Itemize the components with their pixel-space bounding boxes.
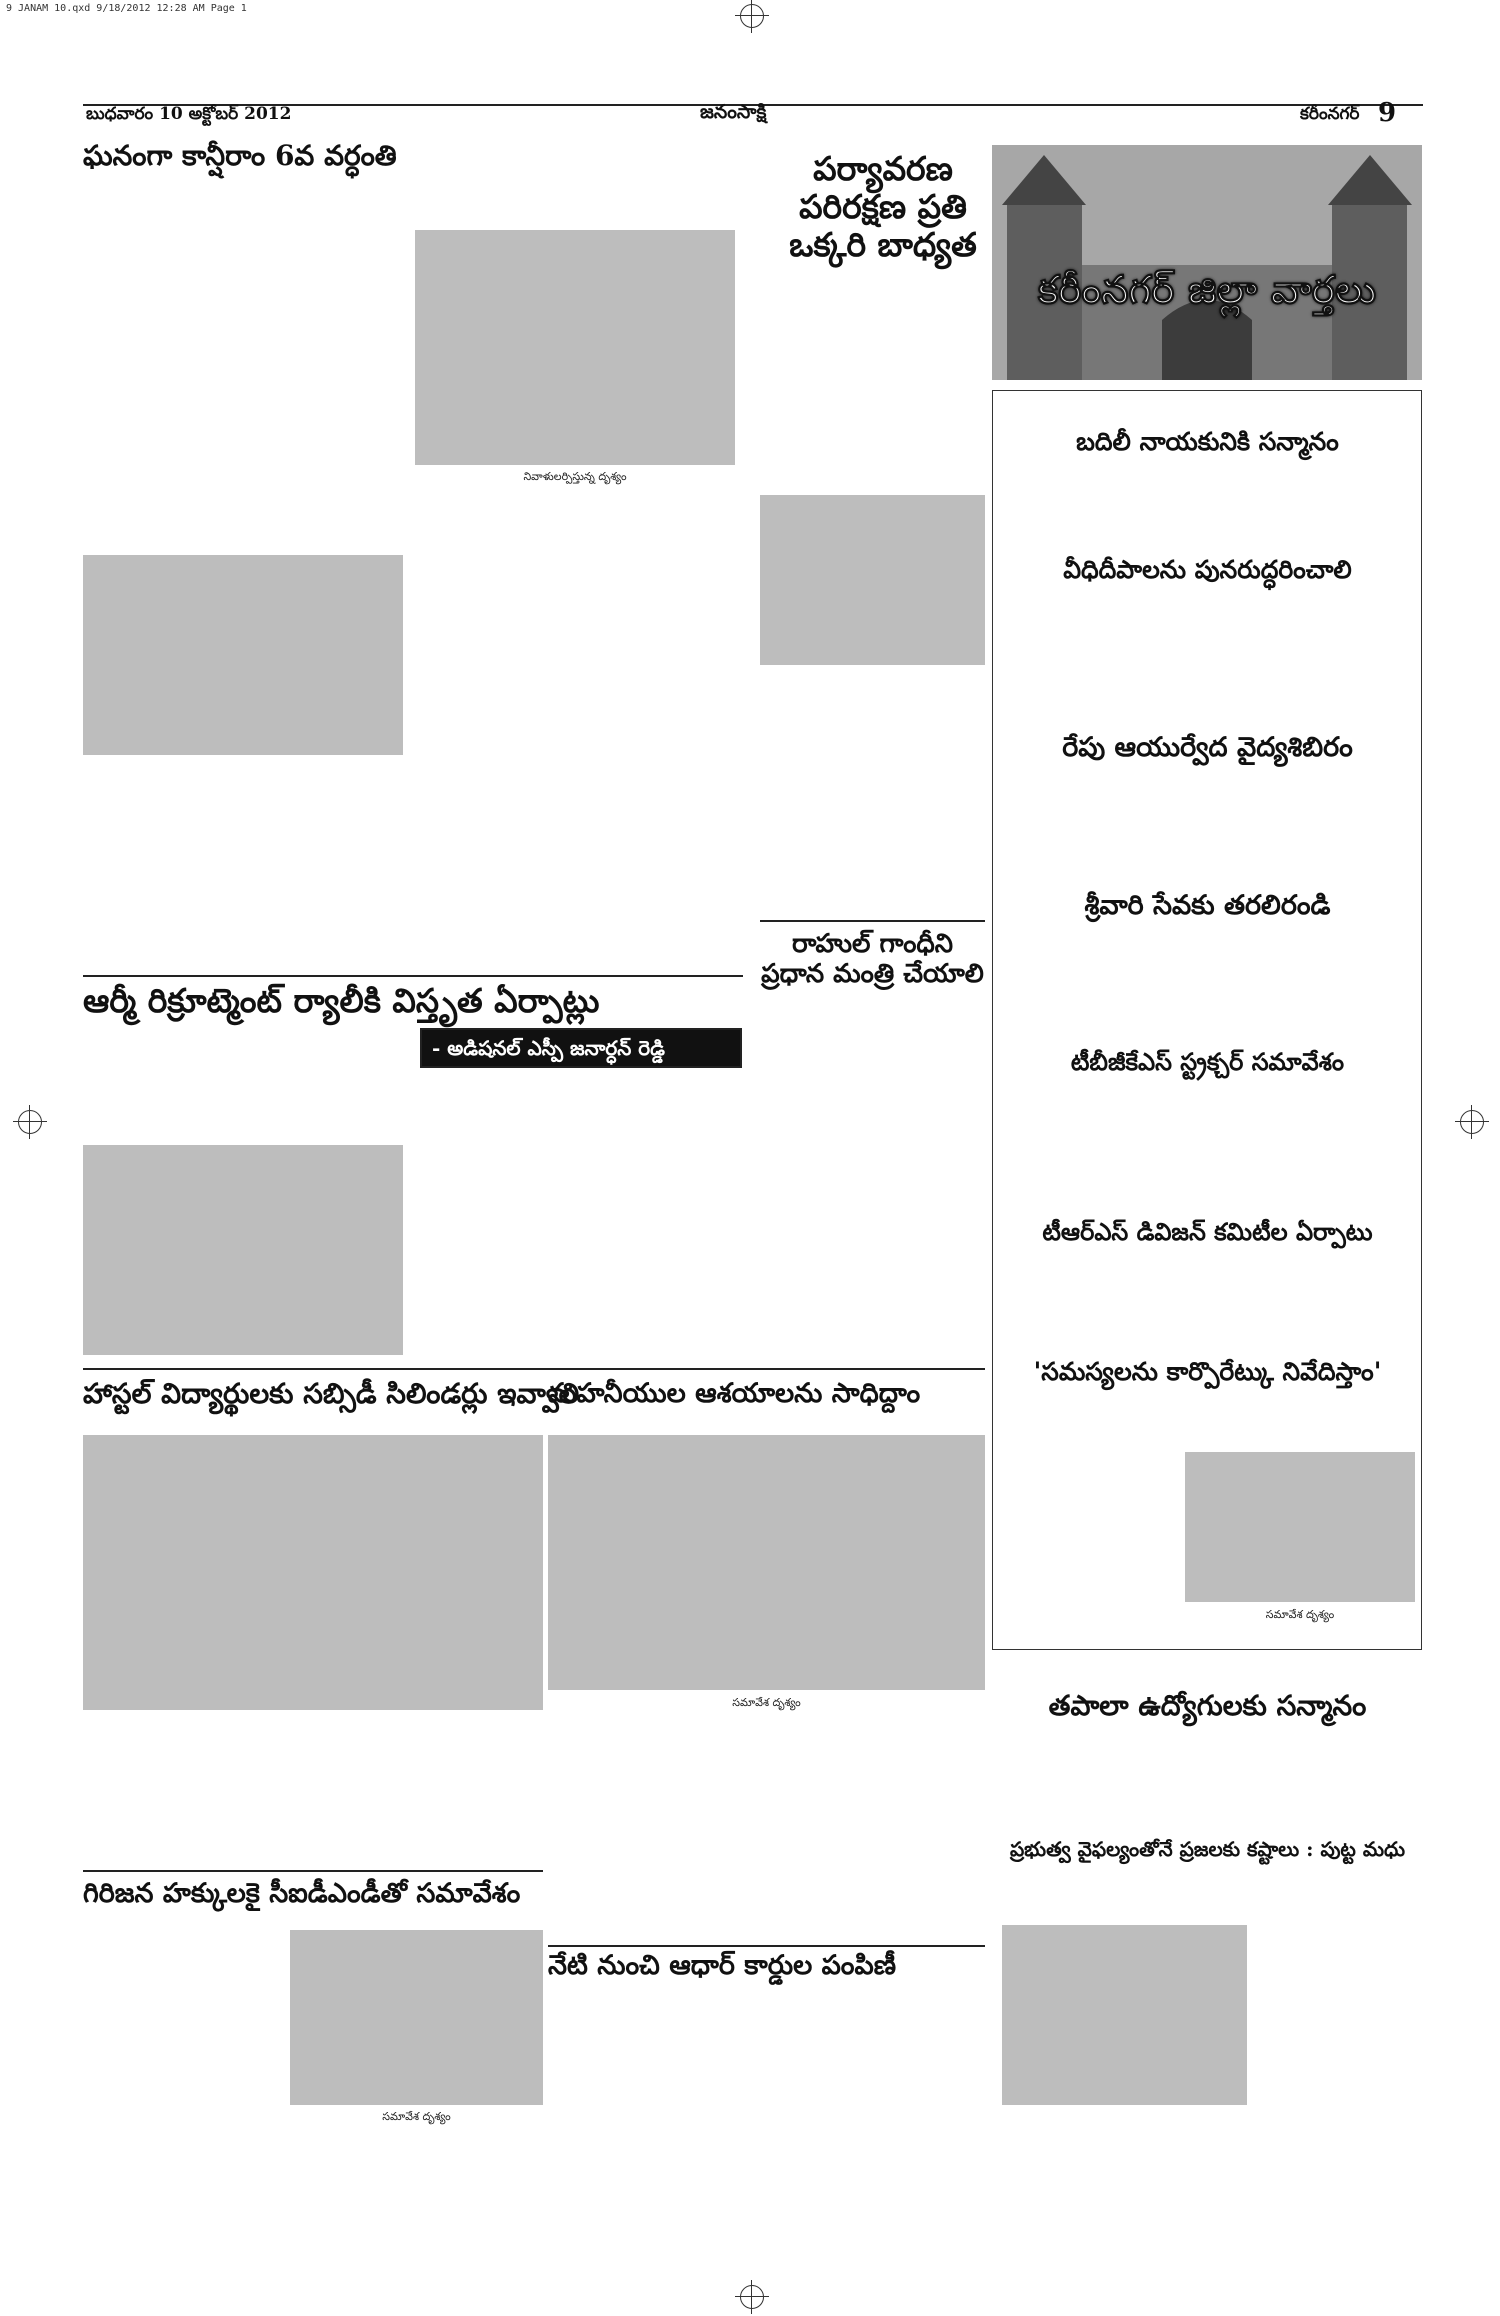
kanshiram-body-right-cont [415, 490, 735, 985]
district-news-banner [992, 145, 1422, 380]
rahul-headline: రాహుల్ గాంధీని ప్రధాన మంత్రి చేయాలి [761, 929, 984, 989]
mahanubhavula-body [548, 1720, 985, 1935]
girijana-body [83, 1930, 283, 2230]
girijana-body-cont [290, 2130, 543, 2230]
tbgks-headline: టీబీజీకేఎస్ స్ట్రక్చర్ సమావేశం [1070, 1047, 1345, 1076]
registration-mark-bottom [740, 2285, 764, 2309]
masthead-paper-name: జనంసాక్షి [700, 101, 767, 123]
ayurveda-headline: రేపు ఆయుర్వేద వైద్యశిబిరం [1062, 732, 1353, 763]
rahul-body [760, 1020, 985, 1355]
streetlights-headline: వీధిదీపాలను పునరుద్ధరించాలి [1063, 555, 1352, 584]
section-divider-hostel [83, 1368, 543, 1370]
government-photo [1002, 1925, 1247, 2105]
kanshiram-body-right [415, 140, 735, 220]
corporate-photo [1185, 1452, 1415, 1602]
girijana-headline: గిరిజన హక్కులకై సీఐడీఎండీతో సమావేశం [83, 1878, 521, 1909]
government-body-cont [1002, 2115, 1412, 2230]
section-divider-army [83, 975, 743, 977]
masthead-date: బుధవారం 10 అక్టోబర్ 2012 [86, 104, 292, 124]
section-divider-mahanubhavula [543, 1368, 985, 1370]
kanshiram-photo [83, 555, 403, 755]
section-divider-girijana [83, 1870, 543, 1872]
transfer-body [1002, 470, 1412, 555]
army-rally-body-right [420, 1078, 742, 1355]
trs-division-headline: టీఆర్ఎస్ డివిజన్ కమిటీల ఏర్పాటు [1042, 1217, 1373, 1246]
section-divider-aadhar [548, 1945, 985, 1947]
girijana-photo [290, 1930, 543, 2105]
corporate-photo-caption: సమావేశ దృశ్యం [1265, 1608, 1335, 1621]
environment-photo [760, 495, 985, 665]
postal-body [1002, 1745, 1412, 1835]
hostel-body [83, 1730, 543, 1865]
clock-tower-illustration [992, 145, 1422, 380]
aadhar-body [548, 2002, 985, 2230]
government-headline: ప్రభుత్వ వైఫల్యంతోనే ప్రజలకు కష్టాలు : పుట్ట మధు [1009, 1837, 1406, 1861]
section-divider-rahul [760, 920, 985, 922]
kanshiram-headline: ఘనంగా కాన్షీరాం 6వ వర్ధంతి [83, 139, 397, 172]
hostel-headline: హాస్టల్ విద్యార్థులకు సబ్సిడీ సిలిండర్లు ఇవ్వాలి [83, 1377, 580, 1410]
army-rally-byline: - అడిషనల్ ఎస్పీ జనార్ధన్ రెడ్డి [420, 1028, 742, 1068]
registration-mark-left [18, 1110, 42, 1134]
corporate-headline: 'సమస్యలను కార్పొరేట్కు నివేదిస్తాం' [1033, 1357, 1382, 1386]
registration-mark-right [1460, 1110, 1484, 1134]
aadhar-headline: నేటి నుంచి ఆధార్ కార్డుల పంపిణీ [548, 1950, 896, 1981]
transfer-headline: బదిలీ నాయకునికి సన్మానం [1076, 427, 1339, 456]
mahanubhavula-photo-caption: సమావేశ దృశ్యం [732, 1696, 801, 1709]
ayurveda-body [1002, 784, 1412, 884]
trs-division-body [1002, 1262, 1412, 1347]
streetlights-body [1002, 600, 1412, 685]
masthead-section: కరీంనగర్ [1300, 104, 1360, 124]
girijana-photo-caption: సమావేశ దృశ్యం [382, 2110, 451, 2123]
army-rally-headline: ఆర్మీ రిక్రూట్మెంట్ ర్యాలీకి విస్తృత ఏర్పాట్లు [83, 981, 600, 1020]
kanshiram-body-cont [83, 765, 403, 985]
government-body-side [1255, 1925, 1415, 2110]
district-news-title: కరీంనగర్ జిల్లా వార్తలు [1037, 267, 1377, 313]
registration-mark-top [740, 4, 764, 28]
postal-headline: తపాలా ఉద్యోగులకు సన్మానం [1048, 1689, 1367, 1722]
kanshiram-photo-caption: నివాళులర్పిస్తున్న దృశ్యం [523, 470, 627, 483]
mahanubhavula-photo [548, 1435, 985, 1690]
tbgks-body [1002, 1095, 1412, 1210]
environment-body [760, 305, 985, 485]
page-number: 9 [1378, 98, 1397, 128]
printer-slug: 9 JANAM 10.qxd 9/18/2012 12:28 AM Page 1 [6, 3, 247, 14]
srivari-body [1002, 940, 1412, 1045]
kanshiram-ceremony-photo [415, 230, 735, 465]
hostel-photo [83, 1435, 543, 1710]
government-body [1002, 1878, 1412, 1918]
kanshiram-body [83, 215, 403, 535]
army-rally-body [83, 1030, 403, 1140]
corporate-body [1002, 1408, 1177, 1608]
srivari-headline: శ్రీవారి సేవకు తరలిరండి [1084, 890, 1331, 921]
environment-body-cont [760, 675, 985, 915]
army-rally-photo [83, 1145, 403, 1355]
mahanubhavula-headline: మహనీయుల ఆశయాలను సాధిద్దాం [548, 1378, 921, 1409]
environment-headline: పర్యావరణ పరిరక్షణ ప్రతి ఒక్కరి బాధ్యత [789, 149, 977, 264]
